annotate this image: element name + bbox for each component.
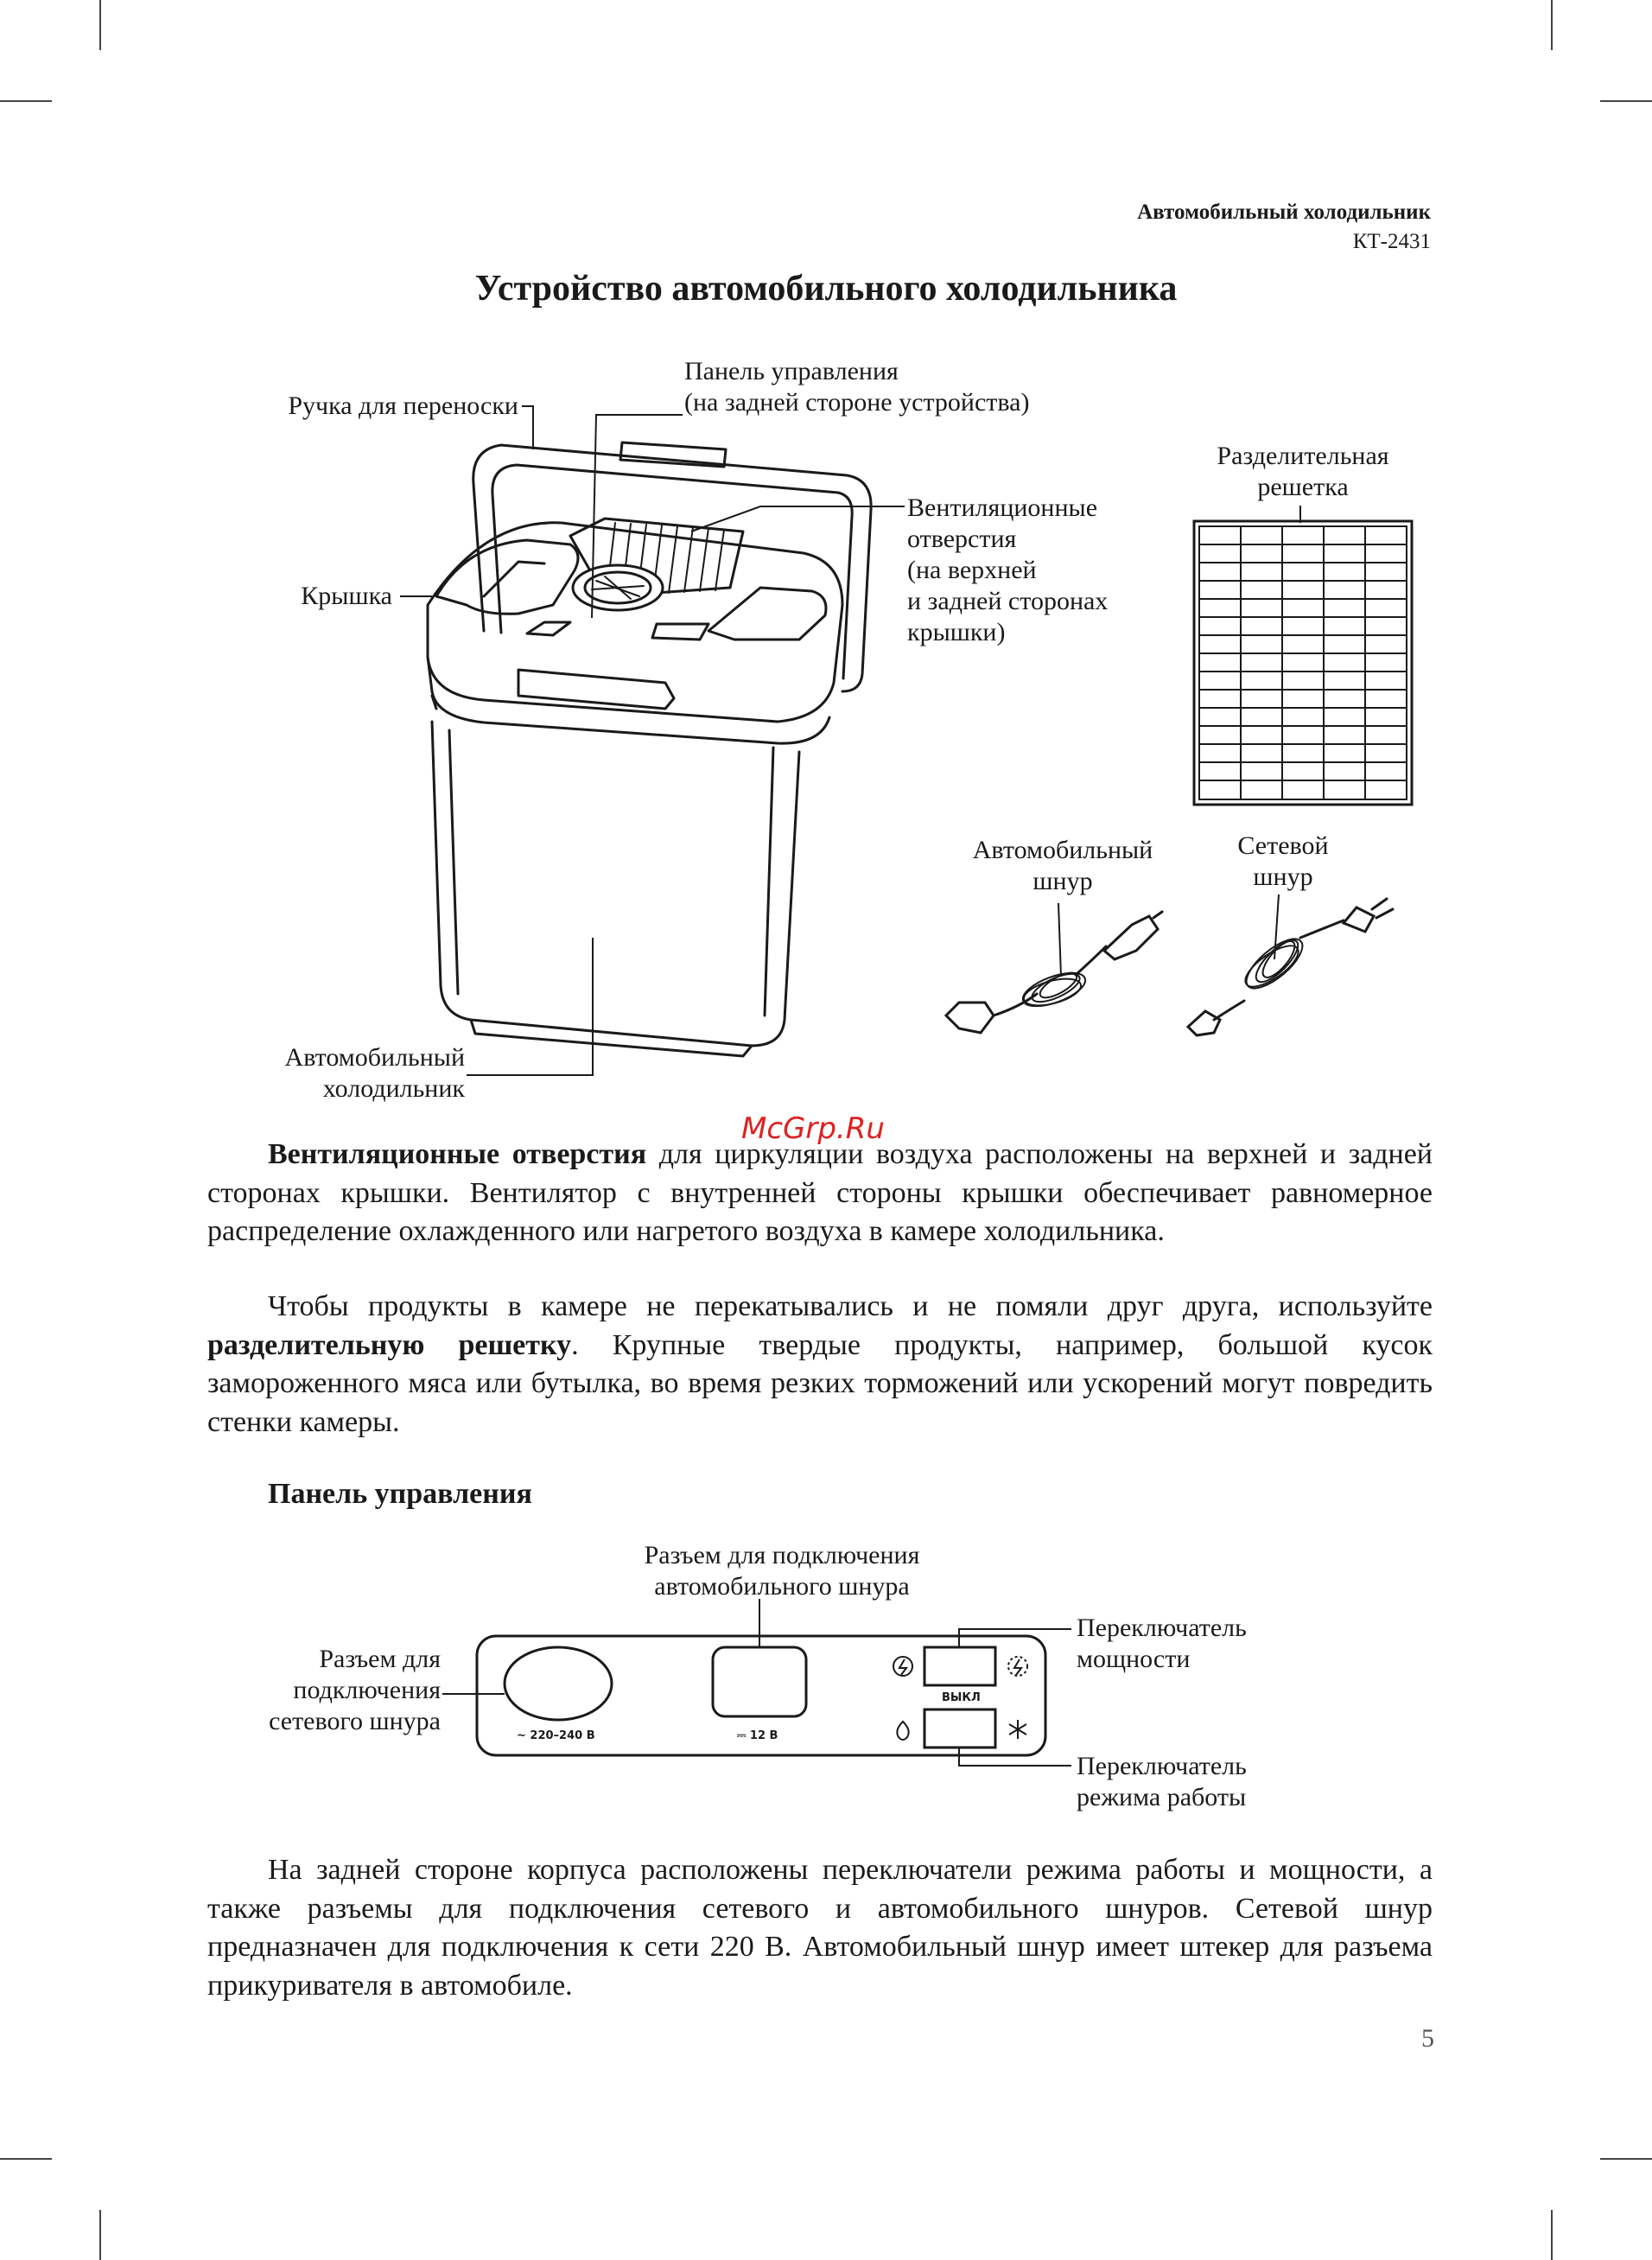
car-cord-label-line2: шнур bbox=[1032, 867, 1093, 895]
vents-label-line5: крышки) bbox=[907, 618, 1006, 646]
handle-label: Ручка для переноски bbox=[288, 392, 518, 420]
panel-section-heading: Панель управления bbox=[268, 1478, 532, 1510]
paragraph-grid-text-b: . Крупные твердые продукты, например, большой кусок замороженного мяса или бутылка, во время резких торможений или ускорений могут повредить стенки камеры. bbox=[207, 1328, 1433, 1438]
mains-socket-label-line3: сетевого шнура bbox=[269, 1707, 441, 1735]
power-switch bbox=[924, 1647, 995, 1685]
panel-label-line2: (на задней стороне устройства) bbox=[684, 388, 1030, 417]
header-model: КТ-2431 bbox=[1352, 230, 1431, 253]
grid-label-line2: решетка bbox=[1257, 473, 1349, 501]
page-title: Устройство автомобильного холодильника bbox=[474, 269, 1178, 309]
header-title: Автомобильный холодильник bbox=[1137, 201, 1431, 224]
paragraph-grid-text-a: Чтобы продукты в камере не перекатывались и не помяли друг друга, используйте bbox=[268, 1290, 1433, 1322]
paragraph-grid-bold: разделительную решетку bbox=[207, 1328, 572, 1361]
snowflake-icon bbox=[1009, 1720, 1026, 1739]
paragraph-vents-bold: Вентиляционные отверстия bbox=[268, 1138, 647, 1170]
vents-label-line2: отверстия bbox=[907, 525, 1017, 553]
vents-label-line3: (на верхней bbox=[907, 556, 1037, 584]
fridge-label-line2: холодильник bbox=[322, 1074, 465, 1103]
vents-label-line4: и задней сторонах bbox=[907, 587, 1109, 615]
mode-switch-label-line1: Переключатель bbox=[1077, 1752, 1247, 1780]
off-label: ВЫКЛ bbox=[942, 1691, 981, 1704]
car-cord-label-line1: Автомобильный bbox=[972, 836, 1153, 864]
paragraph-vents-text: для циркуляции воздуха расположены на верхней и задней сторонах крышки. Вентилятор с внутренней стороны крышки обеспечивает равномерное распределение охлажденного или нагретого воздуха в камере холодильника. bbox=[207, 1138, 1433, 1247]
mains-voltage-text: ~ 220–240 В bbox=[517, 1729, 595, 1742]
car-voltage-text: ⎓ 12 В bbox=[737, 1729, 778, 1742]
panel-label-line1: Панель управления bbox=[684, 357, 899, 385]
mains-socket-label-line1: Разъем для bbox=[319, 1645, 441, 1673]
mode-switch bbox=[924, 1709, 995, 1748]
power-switch-label-line1: Переключатель bbox=[1077, 1614, 1247, 1642]
paragraph-panel: На задней стороне корпуса расположены переключатели режима работы и мощности, а также разъемы для подключения сетевого и автомобильного шнуров. Сетевой шнур предназначен для подключения к сети 220 В. Автомобильный шнур имеет штекер для разъема прикуривателя в автомобиле. bbox=[207, 1854, 1433, 2002]
grid-label-line1: Разделительная bbox=[1217, 442, 1389, 470]
heat-icon bbox=[897, 1722, 908, 1740]
car-socket bbox=[713, 1647, 806, 1716]
mains-socket-label-line2: подключения bbox=[293, 1676, 441, 1704]
mains-socket bbox=[505, 1647, 612, 1720]
vents-label-line1: Вентиляционные bbox=[907, 493, 1098, 522]
mode-switch-label-line2: режима работы bbox=[1077, 1783, 1247, 1811]
car-socket-label-line2: автомобильного шнура bbox=[654, 1572, 910, 1601]
mains-cord-label-line1: Сетевой bbox=[1237, 831, 1329, 860]
fridge-label-line1: Автомобильный bbox=[284, 1043, 465, 1072]
power-switch-label-line2: мощности bbox=[1077, 1645, 1191, 1673]
watermark: McGrp.Ru bbox=[741, 1111, 885, 1146]
mains-cord-label-line2: шнур bbox=[1253, 863, 1313, 891]
lid-label: Крышка bbox=[301, 582, 392, 610]
leader-power-switch bbox=[959, 1629, 1071, 1647]
car-socket-label-line1: Разъем для подключения bbox=[644, 1541, 920, 1569]
page-number: 5 bbox=[1421, 2024, 1434, 2053]
